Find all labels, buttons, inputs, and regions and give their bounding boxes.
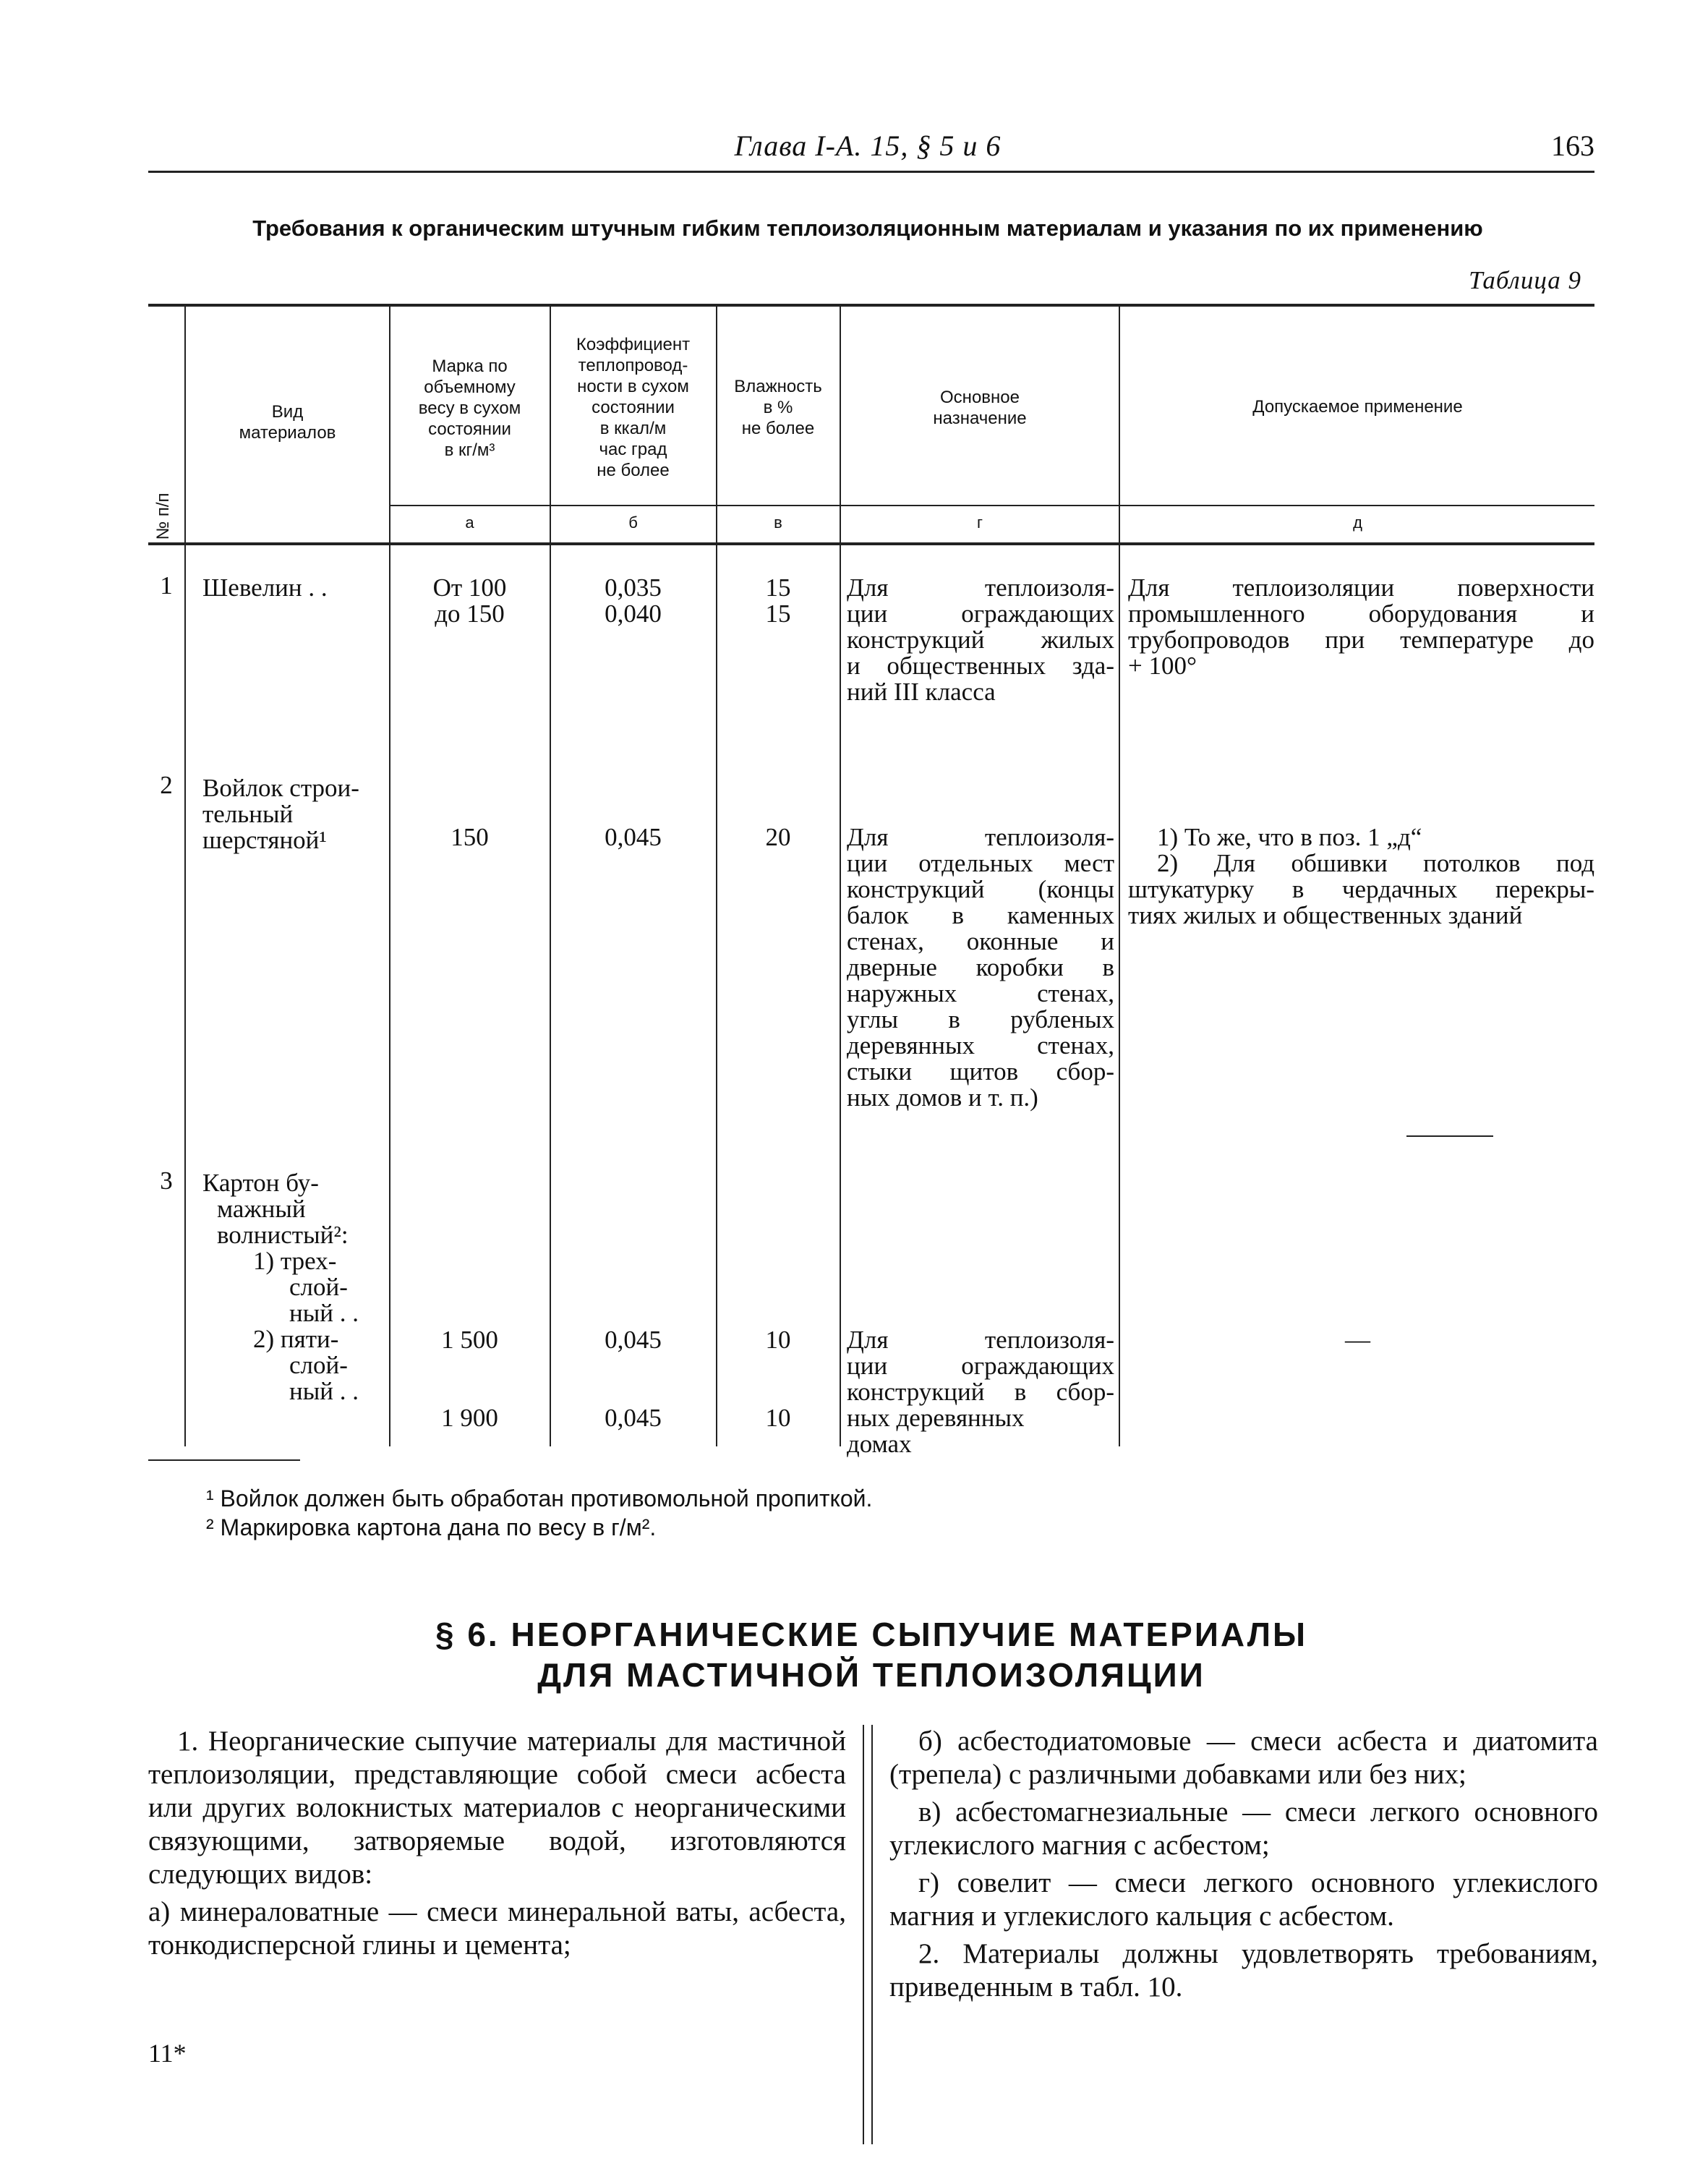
header-humidity: [718, 376, 838, 439]
row2-allowed-line: штукатурку в чердачных перекры-: [1128, 875, 1594, 903]
row1-allowed-line: промышленного оборудования и: [1128, 600, 1594, 628]
row2-purpose-line: дверные коробки в: [847, 953, 1114, 981]
header-conductivity-line: час град: [599, 440, 667, 459]
row1-humidity-line: 15: [765, 573, 791, 602]
table-number: Таблица 9: [1469, 266, 1581, 294]
row3-kind-line: 1) трех-: [253, 1247, 337, 1275]
header-purpose-line: назначение: [933, 409, 1027, 428]
row3-number: 3: [160, 1167, 173, 1195]
page-number: 163: [1551, 129, 1594, 162]
header-kind-line: Вид: [271, 402, 304, 422]
paragraph: а) минераловатные — смеси минеральной ваты, асбеста, тонкодисперсной глины и цемента;: [148, 1896, 846, 1961]
paragraph: 1. Неорганические сыпучие материалы для мастичной теплоизоляции, представляющие собой смеси асбеста или других волокнистых материалов с неорганическими связующими, затворяемые водой, изготовляются следующих видов:: [148, 1726, 846, 1890]
row2-purpose-line: стенах, оконные и: [847, 927, 1114, 955]
header-conductivity-line: теплопровод-: [578, 356, 688, 375]
row2-kind-line: шерстяной¹: [202, 826, 327, 854]
row3-kind: [202, 1170, 387, 1404]
header-allowed: Допускаемое применение: [1252, 397, 1463, 417]
row3-purpose: [847, 1327, 1114, 1457]
row1-allowed-line: трубопроводов при температуре до: [1128, 626, 1594, 654]
chapter-reference: Глава I-А. 15, § 5 и 6: [734, 129, 1002, 162]
col-rule-2: [389, 304, 390, 1446]
header-letter-rule: [390, 505, 1594, 506]
footnote-2: ² Маркировка картона дана по весу в г/м².: [206, 1514, 657, 1540]
row3-kind-line: слой-: [289, 1273, 348, 1301]
row2-purpose-line: наружных стенах,: [847, 979, 1114, 1007]
row1-purpose-line: конструкций жилых: [847, 626, 1114, 654]
row1-purpose-line: ний III класса: [847, 678, 996, 706]
row3-humidity-1: 10: [765, 1326, 791, 1354]
row1-humidity: [718, 575, 838, 627]
header-conductivity-line: ности в сухом: [577, 377, 689, 396]
header-bottom-rule: [148, 542, 1594, 545]
row3-kind-line: 2) пяти-: [253, 1325, 339, 1353]
row3-density-1: 1 500: [441, 1326, 498, 1354]
header-kind: [188, 401, 387, 443]
col-letter-d: д: [1353, 513, 1362, 532]
paragraph: в) асбестомагнезиальные — смеси легкого основного углекислого магния с асбестом;: [889, 1796, 1598, 1861]
header-number: № п/п: [153, 492, 173, 540]
row2-allowed-line: тиях жилых и общественных зданий: [1128, 901, 1523, 929]
row1-purpose-line: Для теплоизоля-: [847, 573, 1114, 602]
row1-kind: [202, 575, 387, 601]
col-rule-5: [840, 304, 841, 1446]
row3-allowed: —: [1345, 1326, 1370, 1354]
row1-number: 1: [160, 571, 173, 600]
row2-purpose: [847, 824, 1114, 1111]
body-left-column: [148, 1725, 846, 1966]
col-letter-a: а: [465, 513, 474, 532]
row1-conductivity-line: 0,040: [605, 600, 662, 628]
header-conductivity: [552, 334, 714, 481]
header-humidity-line: Влажность: [734, 377, 822, 396]
row3-purpose-line: Для теплоизоля-: [847, 1326, 1114, 1354]
row1-purpose: [847, 575, 1114, 705]
row2-density: 150: [451, 823, 489, 851]
section-title-line-2: ДЛЯ МАСТИЧНОЙ ТЕПЛОИЗОЛЯЦИИ: [537, 1656, 1205, 1694]
row2-purpose-line: стыки щитов сбор-: [847, 1057, 1114, 1086]
running-head: [148, 129, 1594, 166]
header-conductivity-line: состоянии: [592, 398, 675, 417]
row1-density: [392, 575, 547, 627]
materials-table: [148, 304, 1594, 1458]
row2-purpose-line: ции отдельных мест: [847, 849, 1114, 877]
row1-density-line: до 150: [435, 600, 505, 628]
footnotes: [206, 1484, 872, 1542]
row1-purpose-line: и общественных зда-: [847, 652, 1114, 680]
row1-conductivity: [552, 575, 714, 627]
paragraph: г) совелит — смеси легкого основного углекислого магния и углекислого кальция с асбестом.: [889, 1867, 1598, 1932]
section-title-line-1: § 6. НЕОРГАНИЧЕСКИЕ СЫПУЧИЕ МАТЕРИАЛЫ: [435, 1616, 1307, 1653]
row1-allowed-line: Для теплоизоляции поверхности: [1128, 573, 1594, 602]
col-rule-3: [550, 304, 551, 1446]
footnote-rule: [148, 1459, 300, 1461]
col-letter-b: б: [628, 513, 638, 532]
row2-purpose-line: углы в рубленых: [847, 1005, 1114, 1033]
row3-humidity-2: 10: [765, 1404, 791, 1432]
row2-purpose-line: балок в каменных: [847, 901, 1114, 929]
row2-allowed-line: 2) Для обшивки потолков под: [1157, 849, 1594, 877]
header-conductivity-line: не более: [597, 461, 670, 480]
row1-humidity-line: 15: [765, 600, 791, 628]
header-conductivity-line: в ккал/м: [599, 419, 667, 438]
header-humidity-line: в %: [763, 398, 793, 417]
row3-kind-line: мажный: [217, 1195, 306, 1223]
header-density-line: в кг/м³: [444, 440, 495, 460]
row3-purpose-line: ных деревянных: [847, 1404, 1025, 1432]
row2-allowed-line: 1) То же, что в поз. 1 „д“: [1157, 823, 1422, 851]
header-humidity-line: не более: [741, 419, 815, 438]
header-number-cell: [153, 470, 174, 564]
row3-kind-line: ный . .: [289, 1299, 359, 1327]
header-density-line: состоянии: [428, 419, 511, 439]
row3-kind-line: слой-: [289, 1351, 348, 1379]
header-density: [392, 356, 547, 461]
table-caption: Требования к органическим штучным гибким теплоизоляционным материалам и указания по их применению: [252, 216, 1483, 241]
col-rule-1: [184, 304, 186, 1446]
header-purpose: [842, 387, 1117, 429]
row2-purpose-line: конструкций (концы: [847, 875, 1114, 903]
row2-kind-line: Войлок строи-: [202, 774, 359, 802]
col-letter-g: г: [976, 513, 983, 532]
row1-allowed: [1128, 575, 1594, 679]
row3-purpose-line: конструкций в сбор-: [847, 1378, 1114, 1406]
col-rule-4: [716, 304, 717, 1446]
row3-density-2: 1 900: [441, 1404, 498, 1432]
row2-conductivity: 0,045: [605, 823, 662, 851]
col-rule-6: [1119, 304, 1120, 1446]
paragraph: 2. Материалы должны удовлетворять требованиям, приведенным в табл. 10.: [889, 1938, 1598, 2003]
row3-conductivity-2: 0,045: [605, 1404, 662, 1432]
row2-number: 2: [160, 771, 173, 799]
paragraph: б) асбестодиатомовые — смеси асбеста и диатомита (трепела) с различными добавками или без них;: [889, 1726, 1598, 1790]
row1-allowed-line: + 100°: [1128, 652, 1197, 680]
footnote-1: ¹ Войлок должен быть обработан противомольной пропиткой.: [206, 1485, 873, 1511]
signature-mark: 11*: [148, 2039, 187, 2068]
row-fragment-rule: [1406, 1135, 1493, 1137]
row3-kind-line: Картон бу-: [202, 1169, 319, 1197]
header-density-line: Марка по: [432, 357, 508, 376]
row3-conductivity-1: 0,045: [605, 1326, 662, 1354]
row1-density-line: От 100: [432, 573, 507, 602]
row2-kind: [202, 775, 387, 853]
row1-conductivity-line: 0,035: [605, 573, 662, 602]
row3-purpose-line: ции ограждающих: [847, 1352, 1114, 1380]
header-kind-line: материалов: [239, 423, 336, 443]
header-density-line: объемному: [424, 378, 516, 397]
row3-purpose-line: домах: [847, 1430, 912, 1458]
row2-purpose-line: ных домов и т. п.): [847, 1083, 1038, 1112]
row1-purpose-line: ции ограждающих: [847, 600, 1114, 628]
row2-purpose-line: деревянных стенах,: [847, 1031, 1114, 1059]
col-letter-v: в: [774, 513, 782, 532]
section-heading: [148, 1614, 1594, 1695]
header-rule: [148, 171, 1594, 173]
column-divider: [863, 1725, 873, 2144]
table-top-rule: [148, 304, 1594, 307]
header-density-line: весу в сухом: [418, 398, 521, 418]
row2-humidity: 20: [765, 823, 791, 851]
row2-purpose-line: Для теплоизоля-: [847, 823, 1114, 851]
row3-kind-line: ный . .: [289, 1377, 359, 1405]
row1-kind-line: Шевелин . .: [202, 573, 328, 602]
row3-kind-line: волнистый²:: [217, 1221, 349, 1249]
row2-kind-line: тельный: [202, 800, 294, 828]
header-purpose-line: Основное: [940, 388, 1020, 407]
header-conductivity-line: Коэффициент: [576, 335, 691, 354]
row2-allowed: [1128, 824, 1594, 929]
body-right-column: [889, 1725, 1598, 2008]
